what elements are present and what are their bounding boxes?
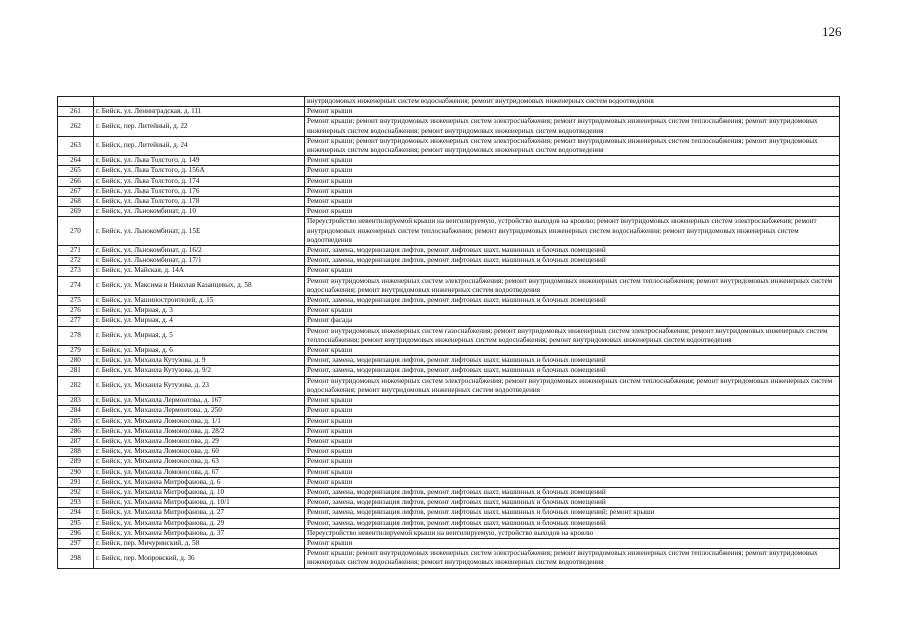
table-row — [58, 447, 840, 457]
table-row — [58, 296, 840, 306]
number-cell: 289 — [58, 457, 94, 467]
works-cell: Ремонт, замена, модернизация лифтов, ремонт лифтовых шахт, машинных и блочных помещений — [305, 246, 840, 256]
address-cell: г. Бийск, ул. Михаила Митрофанова, д. 10 — [94, 487, 305, 497]
number-cell: 282 — [58, 376, 94, 395]
number-cell: 277 — [58, 316, 94, 326]
works-cell: Ремонт крыши — [305, 467, 840, 477]
table-row — [58, 416, 840, 426]
works-cell: Ремонт крыши — [305, 207, 840, 217]
table-row — [58, 107, 840, 117]
works-cell: Ремонт, замена, модернизация лифтов, ремонт лифтовых шахт, машинных и блочных помещений — [305, 518, 840, 528]
address-cell: г. Бийск, ул. Михаила Митрофанова, д. 37 — [94, 528, 305, 538]
number-cell: 291 — [58, 477, 94, 487]
number-cell: 263 — [58, 136, 94, 155]
address-cell: г. Бийск, пер. Литейный, д. 22 — [94, 117, 305, 136]
address-cell: г. Бийск, ул. Мирная, д. 4 — [94, 316, 305, 326]
address-cell: г. Бийск, ул. Михаила Митрофанова, д. 29 — [94, 518, 305, 528]
table-row — [58, 166, 840, 176]
continuation-row — [58, 97, 840, 107]
works-cell: Ремонт крыши — [305, 197, 840, 207]
number-cell: 276 — [58, 306, 94, 316]
table-row — [58, 266, 840, 276]
number-cell: 296 — [58, 528, 94, 538]
address-cell: г. Бийск, ул. Михаила Кутузова, д. 9/2 — [94, 366, 305, 376]
works-cell: Ремонт крыши — [305, 457, 840, 467]
works-cell: Ремонт крыши — [305, 186, 840, 196]
table-row — [58, 538, 840, 548]
number-cell: 283 — [58, 396, 94, 406]
table-row — [58, 498, 840, 508]
address-cell: г. Бийск, ул. Михаила Кутузова, д. 23 — [94, 376, 305, 395]
number-cell: 295 — [58, 518, 94, 528]
number-cell: 268 — [58, 197, 94, 207]
repair-register-table — [57, 96, 840, 569]
number-cell: 290 — [58, 467, 94, 477]
address-cell: г. Бийск, ул. Льва Толстого, д. 178 — [94, 197, 305, 207]
number-cell: 292 — [58, 487, 94, 497]
number-cell: 288 — [58, 447, 94, 457]
works-cell: Ремонт фасада — [305, 316, 840, 326]
number-cell: 261 — [58, 107, 94, 117]
works-cell: Ремонт крыши — [305, 396, 840, 406]
works-cell: Ремонт крыши — [305, 416, 840, 426]
works-cell: внутридомовых инженерных систем водоснабжения; ремонт внутридомовых инженерных систем водоотведения — [305, 97, 840, 107]
works-cell: Ремонт, замена, модернизация лифтов, ремонт лифтовых шахт, машинных и блочных помещений — [305, 498, 840, 508]
number-cell: 298 — [58, 549, 94, 568]
number-cell: 266 — [58, 176, 94, 186]
works-cell: Ремонт крыши — [305, 166, 840, 176]
table-row — [58, 136, 840, 155]
number-cell: 278 — [58, 326, 94, 345]
table-row — [58, 246, 840, 256]
works-cell: Ремонт крыши — [305, 107, 840, 117]
works-cell: Ремонт крыши — [305, 426, 840, 436]
number-cell: 293 — [58, 498, 94, 508]
address-cell: г. Бийск, ул. Мирная, д. 6 — [94, 346, 305, 356]
works-cell: Ремонт крыши — [305, 406, 840, 416]
address-cell: г. Бийск, ул. Михаила Митрофанова, д. 27 — [94, 508, 305, 518]
works-cell: Ремонт, замена, модернизация лифтов, ремонт лифтовых шахт, машинных и блочных помещений; ремонт крыши — [305, 508, 840, 518]
table-row — [58, 549, 840, 568]
table-row — [58, 487, 840, 497]
table-row — [58, 316, 840, 326]
number-cell: 280 — [58, 356, 94, 366]
address-cell: г. Бийск, ул. Михаила Ломоносова, д. 67 — [94, 467, 305, 477]
number-cell: 279 — [58, 346, 94, 356]
works-cell: Ремонт крыши — [305, 436, 840, 446]
table-row — [58, 217, 840, 246]
address-cell: г. Бийск, ул. Мирная, д. 3 — [94, 306, 305, 316]
table-row — [58, 276, 840, 295]
number-cell: 275 — [58, 296, 94, 306]
address-cell: г. Бийск, ул. Льва Толстого, д. 149 — [94, 156, 305, 166]
page-number: 126 — [822, 24, 842, 39]
number-cell: 274 — [58, 276, 94, 295]
address-cell: г. Бийск, ул. Михаила Митрофанова, д. 10/1 — [94, 498, 305, 508]
address-cell: г. Бийск, ул. Михаила Кутузова, д. 9 — [94, 356, 305, 366]
works-cell: Ремонт крыши — [305, 447, 840, 457]
works-cell: Переустройство невентилируемой крыши на вентилируемую, устройство выходов на кровлю; ремонт внутридомовых инженерных систем электроснабжения; ремонт внутридомовых инженерных систем теплоснабжения; ремонт внутридомовых инженерных систем водоснабжения; ремонт внутридомовых инженерных систем водоотведения — [305, 217, 840, 246]
table-row — [58, 207, 840, 217]
table-row — [58, 518, 840, 528]
number-cell: 262 — [58, 117, 94, 136]
table-row — [58, 467, 840, 477]
works-cell: Ремонт крыши; ремонт внутридомовых инженерных систем электроснабжения; ремонт внутридомовых инженерных систем теплоснабжения; ремонт внутридомовых инженерных систем водоснабжения; ремонт внутридомовых инженерных систем водоотведения — [305, 117, 840, 136]
table-row — [58, 156, 840, 166]
number-cell: 267 — [58, 186, 94, 196]
number-cell: 287 — [58, 436, 94, 446]
works-cell: Ремонт, замена, модернизация лифтов, ремонт лифтовых шахт, машинных и блочных помещений — [305, 356, 840, 366]
table-row — [58, 457, 840, 467]
works-cell: Ремонт крыши — [305, 538, 840, 548]
number-cell: 286 — [58, 426, 94, 436]
address-cell: г. Бийск, ул. Льнокомбинат, д. 15Е — [94, 217, 305, 246]
table-row — [58, 477, 840, 487]
works-cell: Ремонт крыши — [305, 266, 840, 276]
address-cell: г. Бийск, ул. Михаила Лермонтова, д. 250 — [94, 406, 305, 416]
table-row — [58, 528, 840, 538]
number-cell: 297 — [58, 538, 94, 548]
table-row — [58, 356, 840, 366]
works-cell: Ремонт крыши; ремонт внутридомовых инженерных систем электроснабжения; ремонт внутридомовых инженерных систем теплоснабжения; ремонт внутридомовых инженерных систем водоснабжения; ремонт внутридомовых инженерных систем водоотведения — [305, 549, 840, 568]
address-cell: г. Бийск, ул. Михаила Лермонтова, д. 167 — [94, 396, 305, 406]
address-cell — [94, 97, 305, 107]
table-row — [58, 197, 840, 207]
number-cell: 272 — [58, 256, 94, 266]
table-row — [58, 366, 840, 376]
number-cell — [58, 97, 94, 107]
number-cell: 285 — [58, 416, 94, 426]
address-cell: г. Бийск, ул. Льнокомбинат, д. 16/2 — [94, 246, 305, 256]
table-row — [58, 376, 840, 395]
works-cell: Ремонт, замена, модернизация лифтов, ремонт лифтовых шахт, машинных и блочных помещений — [305, 366, 840, 376]
address-cell: г. Бийск, ул. Мирная, д. 5 — [94, 326, 305, 345]
works-cell: Ремонт, замена, модернизация лифтов, ремонт лифтовых шахт, машинных и блочных помещений — [305, 296, 840, 306]
works-cell: Ремонт внутридомовых инженерных систем электроснабжения; ремонт внутридомовых инженерных систем теплоснабжения; ремонт внутридомовых инженерных систем водоснабжения; ремонт внутридомовых инженерных систем водоотведения — [305, 276, 840, 295]
works-cell: Ремонт крыши — [305, 306, 840, 316]
address-cell: г. Бийск, ул. Михаила Ломоносова, д. 63 — [94, 457, 305, 467]
works-cell: Ремонт крыши — [305, 346, 840, 356]
works-cell: Ремонт крыши; ремонт внутридомовых инженерных систем электроснабжения; ремонт внутридомовых инженерных систем теплоснабжения; ремонт внутридомовых инженерных систем водоснабжения; ремонт внутридомовых инженерных систем водоотведения — [305, 136, 840, 155]
works-cell: Ремонт внутридомовых инженерных систем газоснабжения; ремонт внутридомовых инженерных систем электроснабжения; ремонт внутридомовых инженерных систем теплоснабжения; ремонт внутридомовых инженерных систем водоснабжения; ремонт внутридомовых инженерных систем водоотведения — [305, 326, 840, 345]
number-cell: 273 — [58, 266, 94, 276]
address-cell: г. Бийск, ул. Льнокомбинат, д. 10 — [94, 207, 305, 217]
works-cell: Ремонт, замена, модернизация лифтов, ремонт лифтовых шахт, машинных и блочных помещений — [305, 256, 840, 266]
table-row — [58, 176, 840, 186]
works-cell: Ремонт крыши — [305, 156, 840, 166]
address-cell: г. Бийск, пер. Мопровский, д. 36 — [94, 549, 305, 568]
address-cell: г. Бийск, пер. Литейный, д. 24 — [94, 136, 305, 155]
number-cell: 294 — [58, 508, 94, 518]
address-cell: г. Бийск, ул. Михаила Ломоносова, д. 29 — [94, 436, 305, 446]
works-cell: Переустройство невентилируемой крыши на вентилируемую, устройство выходов на кровлю — [305, 528, 840, 538]
address-cell: г. Бийск, ул. Михаила Митрофанова, д. 6 — [94, 477, 305, 487]
table-row — [58, 396, 840, 406]
table-row — [58, 436, 840, 446]
address-cell: г. Бийск, ул. Максима и Николая Казанцевых, д. 58 — [94, 276, 305, 295]
number-cell: 269 — [58, 207, 94, 217]
number-cell: 281 — [58, 366, 94, 376]
address-cell: г. Бийск, ул. Машиностроителей, д. 15 — [94, 296, 305, 306]
works-cell: Ремонт внутридомовых инженерных систем электроснабжения; ремонт внутридомовых инженерных систем теплоснабжения; ремонт внутридомовых инженерных систем водоснабжения; ремонт внутридомовых инженерных систем водоотведения — [305, 376, 840, 395]
table-row — [58, 306, 840, 316]
number-cell: 270 — [58, 217, 94, 246]
address-cell: г. Бийск, ул. Льва Толстого, д. 174 — [94, 176, 305, 186]
address-cell: г. Бийск, ул. Льва Толстого, д. 156А — [94, 166, 305, 176]
table-row — [58, 426, 840, 436]
table-row — [58, 406, 840, 416]
address-cell: г. Бийск, ул. Михаила Ломоносова, д. 60 — [94, 447, 305, 457]
table-row — [58, 326, 840, 345]
number-cell: 284 — [58, 406, 94, 416]
address-cell: г. Бийск, ул. Михаила Ломоносова, д. 28/2 — [94, 426, 305, 436]
address-cell: г. Бийск, ул. Льва Толстого, д. 176 — [94, 186, 305, 196]
table-row — [58, 508, 840, 518]
table-row — [58, 186, 840, 196]
works-cell: Ремонт, замена, модернизация лифтов, ремонт лифтовых шахт, машинных и блочных помещений — [305, 487, 840, 497]
address-cell: г. Бийск, ул. Льнокомбинат, д. 17/1 — [94, 256, 305, 266]
table-row — [58, 346, 840, 356]
address-cell: г. Бийск, ул. Майская, д. 14А — [94, 266, 305, 276]
works-cell: Ремонт крыши — [305, 176, 840, 186]
works-cell: Ремонт крыши — [305, 477, 840, 487]
table-body — [58, 97, 840, 569]
number-cell: 264 — [58, 156, 94, 166]
table-row — [58, 256, 840, 266]
table-row — [58, 117, 840, 136]
address-cell: г. Бийск, ул. Михаила Ломоносова, д. 1/1 — [94, 416, 305, 426]
address-cell: г. Бийск, пер. Мичуринский, д. 58 — [94, 538, 305, 548]
number-cell: 271 — [58, 246, 94, 256]
number-cell: 265 — [58, 166, 94, 176]
address-cell: г. Бийск, ул. Ленинградская, д. 111 — [94, 107, 305, 117]
